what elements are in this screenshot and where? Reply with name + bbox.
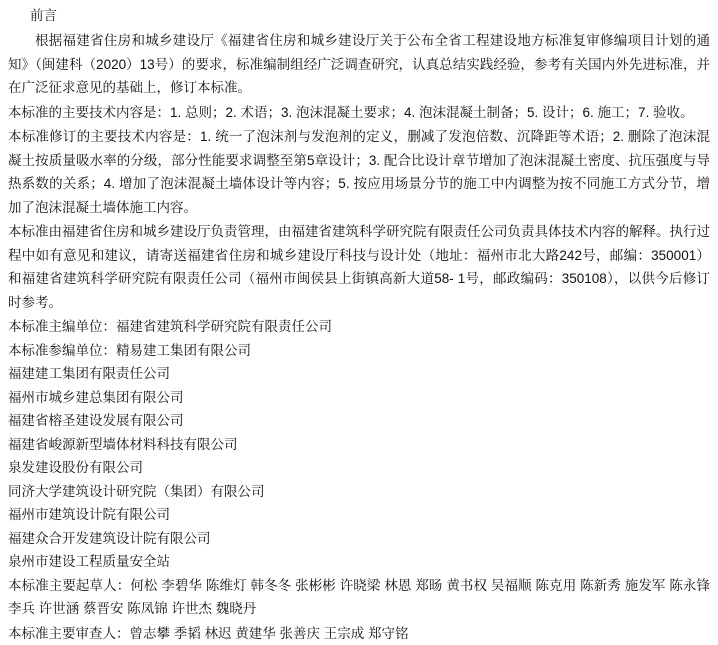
reviewers-names: 曾志攀 季韬 林迟 黄建华 张善庆 王宗成 郑守铭 (130, 626, 409, 641)
chief-editing-unit (8, 315, 710, 339)
paragraph-foreword-basis: 根据福建省住房和城乡建设厅《福建省住房和城乡建设厅关于公布全省工程建设地方标准复审修编项目计划的通知》（闽建科（2020）13号）的要求，标准编制组经广泛调查研究，认真总结实践经验，参考有关国内外先进标准，并在广泛征求意见的基础上，修订本标准。 (8, 29, 710, 100)
list-item: 福建建工集团有限责任公司 (8, 362, 710, 386)
participating-unit-value: 精易建工集团有限公司 (116, 343, 251, 358)
list-item: 泉州市建设工程质量安全站 (8, 550, 710, 574)
paragraph-revision-contents: 本标准修订的主要技术内容是：1. 统一了泡沫剂与发泡剂的定义，删减了发泡倍数、沉降距等术语；2. 删除了泡沫混凝土按质量吸水率的分级，部分性能要求调整至第5章设计；3. 配合比设计章节增加了泡沫混凝土密度、抗压强度与导热系数的关系；4. 增加了泡沫混凝土墙体设计等内容；5. 按应用场景分节的施工中内调整为按不同施工方式分节，增加了泡沫混凝土墙体施工内容。 (8, 125, 710, 219)
list-item: 福建省峻源新型墙体材料科技有限公司 (8, 433, 710, 457)
drafters-paragraph (8, 574, 710, 621)
chief-editing-unit-value: 福建省建筑科学研究院有限责任公司 (116, 319, 332, 334)
list-item: 泉发建设股份有限公司 (8, 456, 710, 480)
participating-unit-label: 本标准参编单位： (8, 343, 116, 358)
drafters-names: 何松 李碧华 陈维灯 韩冬冬 张彬彬 许晓梁 林恩 郑旸 黄书权 吴福顺 陈克用 陈新秀 施发军 陈永锋 李兵 许世涵 蔡晋安 陈凤锦 许世杰 魏晓丹 (8, 578, 710, 617)
list-item: 福建省榕圣建设发展有限公司 (8, 409, 710, 433)
reviewers-label: 本标准主要审查人： (8, 626, 130, 641)
participating-unit (8, 339, 710, 363)
reviewers-paragraph (8, 622, 710, 645)
paragraph-administration: 本标准由福建省住房和城乡建设厅负责管理，由福建省建筑科学研究院有限责任公司负责具体技术内容的解释。执行过程中如有意见和建议，请寄送福建省住房和城乡建设厅科技与设计处（地址：福州市北大路242号，邮编：350001）和福建省建筑科学研究院有限责任公司（福州市闽侯县上街镇高新大道58- 1号，邮政编码：350108），以供今后修订时参考。 (8, 220, 710, 314)
paragraph-main-contents: 本标准的主要技术内容是：1. 总则；2. 术语；3. 泡沫混凝土要求；4. 泡沫混凝土制备；5. 设计；6. 施工；7. 验收。 (8, 101, 710, 125)
list-item: 同济大学建筑设计研究院（集团）有限公司 (8, 480, 710, 504)
page-title: 前言 (30, 6, 710, 26)
chief-editing-unit-label: 本标准主编单位： (8, 319, 116, 334)
list-item: 福建众合开发建筑设计院有限公司 (8, 527, 710, 551)
list-item: 福州市城乡建总集团有限公司 (8, 386, 710, 410)
list-item: 福州市建筑设计院有限公司 (8, 503, 710, 527)
drafters-label: 本标准主要起草人： (8, 578, 130, 593)
